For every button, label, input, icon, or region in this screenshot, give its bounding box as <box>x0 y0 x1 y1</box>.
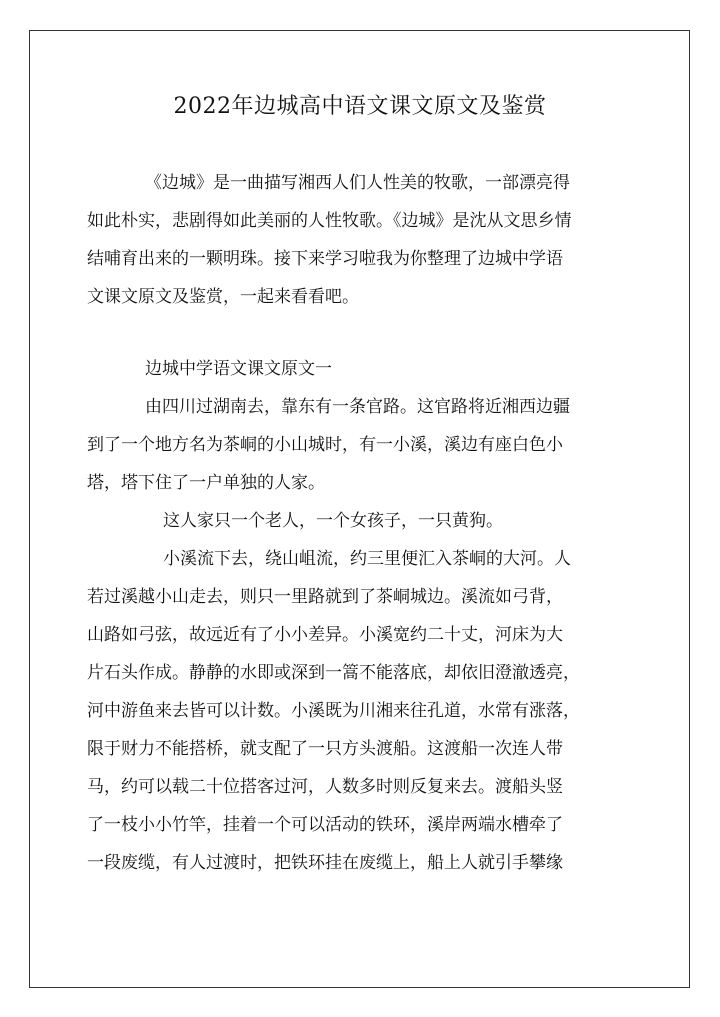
body-paragraph-2: 这人家只一个老人，一个女孩子，一只黄狗。 <box>163 511 503 531</box>
intro-paragraph: 《边城》是一曲描写湘西人们人性美的牧歌，一部漂亮得 如此朴实，悲剧得如此美丽的人性牧歌。《边城》是沈从文思乡情 结哺育出来的一颗明珠。接下来学习啦我为你整理了边城中学语 文课文原文及鉴赏，一起来看看吧。 <box>87 173 572 307</box>
document-title: 2022年边城高中语文课文原文及鉴赏 <box>173 94 547 119</box>
body-paragraph-1: 由四川过湖南去，靠东有一条官路。这官路将近湘西边疆 到了一个地方名为茶峒的小山城时，有一小溪，溪边有座白色小 塔，塔下住了一户单独的人家。 <box>87 397 570 493</box>
section-heading: 边城中学语文课文原文一 <box>145 359 332 379</box>
body-paragraph-3: 小溪流下去，绕山岨流，约三里便汇入茶峒的大河。人 若过溪越小山走去，则只一里路就到了茶峒城边。溪流如弓背， 山路如弓弦，故远近有了小小差异。小溪宽约二十丈，河床为大 片石头作成。静静的水即或深到一篙不能落底，却依旧澄澈透亮， 河中游鱼来去皆可以计数。小溪既为川湘来往孔道，水常有涨落， 限于财力不能搭桥，就支配了一只方头渡船。这渡船一次连人带 马，约可以载二十位搭客过河，人数多时则反复来去。渡船头竖 了一枝小小竹竿，挂着一个可以活动的铁环，溪岸两端水槽牵了 一段废缆，有人过渡时，把铁环挂在废缆上，船上人就引手攀缘 <box>87 549 580 873</box>
